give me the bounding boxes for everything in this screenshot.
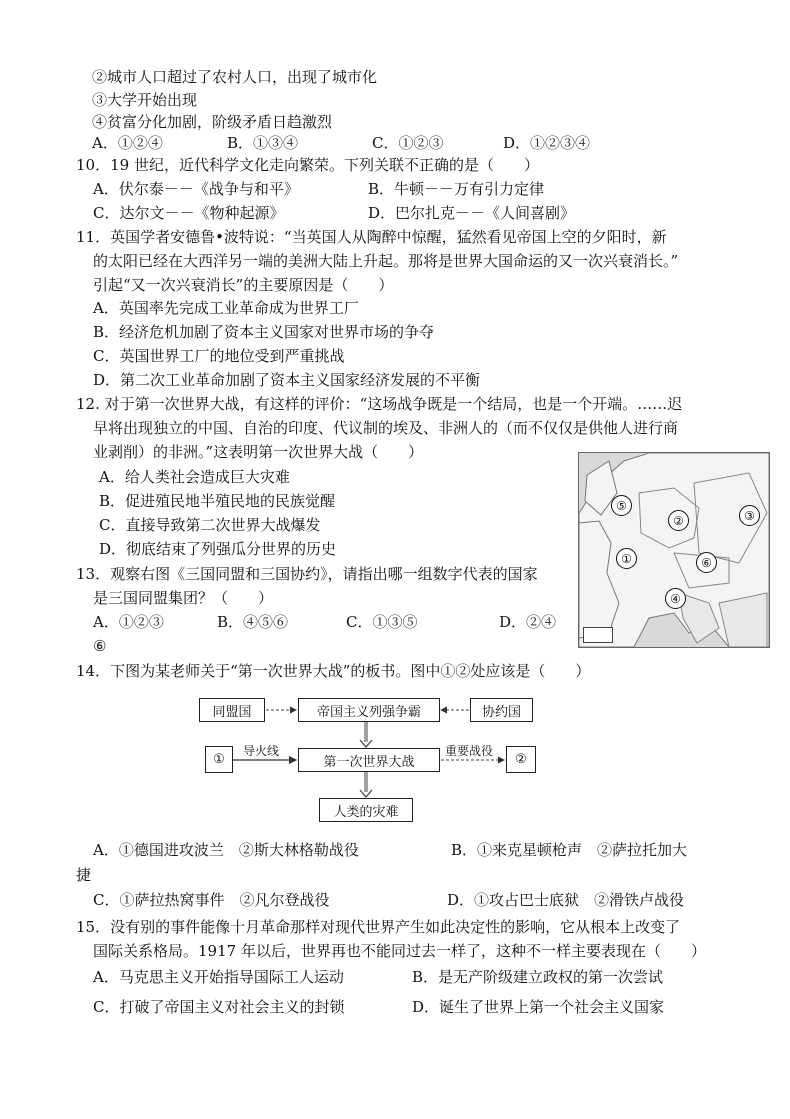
text-line: ③大学开始出现 [92, 91, 198, 109]
blank-2-box: ② [506, 746, 536, 773]
text-line: ④贫富分化加剧，阶级矛盾日趋激烈 [92, 113, 333, 131]
text-line: 是三国同盟集团？（ ） [93, 589, 274, 607]
answer-option: D．①②③④ [503, 134, 591, 152]
answer-option: A．伏尔泰－－《战争与和平》 [93, 180, 299, 198]
answer-option: D．②④ [499, 613, 557, 631]
text-line: 12. 对于第一次世界大战，有这样的评价：“这场战争既是一个结局，也是一个开端。……迟 [76, 395, 683, 413]
text-line: D．第二次工业革命加剧了资本主义国家经济发展的不平衡 [93, 371, 481, 389]
entente-box: 协约国 [470, 698, 533, 722]
answer-option: C．①③⑤ [346, 613, 418, 631]
blank-1-box: ① [205, 746, 233, 773]
text-line: 的太阳已经在大西洋另一端的美洲大陆上升起。那将是世界大国命运的又一次兴衰消长。” [93, 252, 679, 270]
map-marker: ① [616, 548, 637, 569]
text-line: 13．观察右图《三国同盟和三国协约》，请指出哪一组数字代表的国家 [76, 565, 538, 583]
text-line: 14．下图为某老师关于“第一次世界大战”的板书。图中①②处应该是（ ） [76, 662, 591, 680]
map-marker: ② [668, 510, 689, 531]
alliance-map [578, 452, 770, 648]
war-box: 第一次世界大战 [298, 748, 440, 772]
battles-label: 重要战役 [445, 744, 494, 758]
text-line: 11．英国学者安德鲁•波特说：“当英国人从陶醉中惊醒，猛然看见帝国上空的夕阳时，新 [76, 228, 667, 246]
text-line: 捷 [76, 866, 92, 884]
answer-option: C．①萨拉热窝事件 ②凡尔登战役 [93, 891, 330, 909]
map-legend [583, 627, 613, 643]
text-line: 10．19 世纪，近代科学文化走向繁荣。下列关联不正确的是（ ） [76, 156, 539, 174]
text-line: A．英国率先完成工业革命成为世界工厂 [93, 299, 359, 317]
text-line: ②城市人口超过了农村人口，出现了城市化 [92, 68, 378, 86]
answer-option: D．①攻占巴士底狱 ②滑铁卢战役 [447, 891, 685, 909]
map-marker: ⑤ [611, 495, 632, 516]
alliance-box: 同盟国 [199, 698, 265, 722]
text-line: 早将出现独立的中国、自治的印度、代议制的埃及、非洲人的（而不仅仅是供他人进行商 [93, 419, 679, 437]
answer-option: B．①③④ [227, 134, 299, 152]
text-line: D．彻底结束了列强瓜分世界的历史 [99, 540, 337, 558]
answer-option: D．诞生了世界上第一个社会主义国家 [412, 998, 665, 1016]
text-line: ⑥ [93, 637, 107, 655]
text-line: B．促进殖民地半殖民地的民族觉醒 [99, 492, 336, 510]
answer-option: B．牛顿－－万有引力定律 [368, 180, 545, 198]
answer-option: C．打破了帝国主义对社会主义的封锁 [93, 998, 345, 1016]
map-marker: ④ [665, 588, 686, 609]
map-marker: ⑥ [696, 552, 717, 573]
text-line: C．英国世界工厂的地位受到严重挑战 [93, 347, 345, 365]
text-line: C．直接导致第二次世界大战爆发 [99, 516, 321, 534]
text-line: 国际关系格局。1917 年以后，世界再也不能同过去一样了，这种不一样主要表现在（ ） [93, 942, 706, 960]
text-line: A．给人类社会造成巨大灾难 [99, 468, 290, 486]
imperialism-box: 帝国主义列强争霸 [298, 698, 440, 722]
answer-option: A．①②④ [92, 134, 163, 152]
text-line: 引起“又一次兴衰消长”的主要原因是（ ） [93, 276, 394, 294]
answer-option: B．①来克星顿枪声 ②萨拉托加大 [451, 841, 688, 859]
answer-option: A．①②③ [93, 613, 164, 631]
disaster-box: 人类的灾难 [319, 798, 413, 822]
map-land-icon [579, 453, 769, 647]
fuse-label: 导火线 [243, 744, 280, 758]
answer-option: C．达尔文－－《物种起源》 [93, 204, 285, 222]
answer-option: A．马克思主义开始指导国际工人运动 [93, 968, 344, 986]
answer-option: B．④⑤⑥ [217, 613, 289, 631]
answer-option: D．巴尔扎克－－《人间喜剧》 [368, 204, 576, 222]
map-marker: ③ [739, 505, 760, 526]
text-line: 15．没有别的事件能像十月革命那样对现代世界产生如此决定性的影响，它从根本上改变了 [76, 918, 681, 936]
answer-option: A．①德国进攻波兰 ②斯大林格勒战役 [93, 841, 359, 859]
text-line: 业剥削）的非洲。”这表明第一次世界大战（ ） [93, 443, 424, 461]
text-line: B．经济危机加剧了资本主义国家对世界市场的争夺 [93, 323, 435, 341]
answer-option: B．是无产阶级建立政权的第一次尝试 [412, 968, 664, 986]
answer-option: C．①②③ [372, 134, 444, 152]
